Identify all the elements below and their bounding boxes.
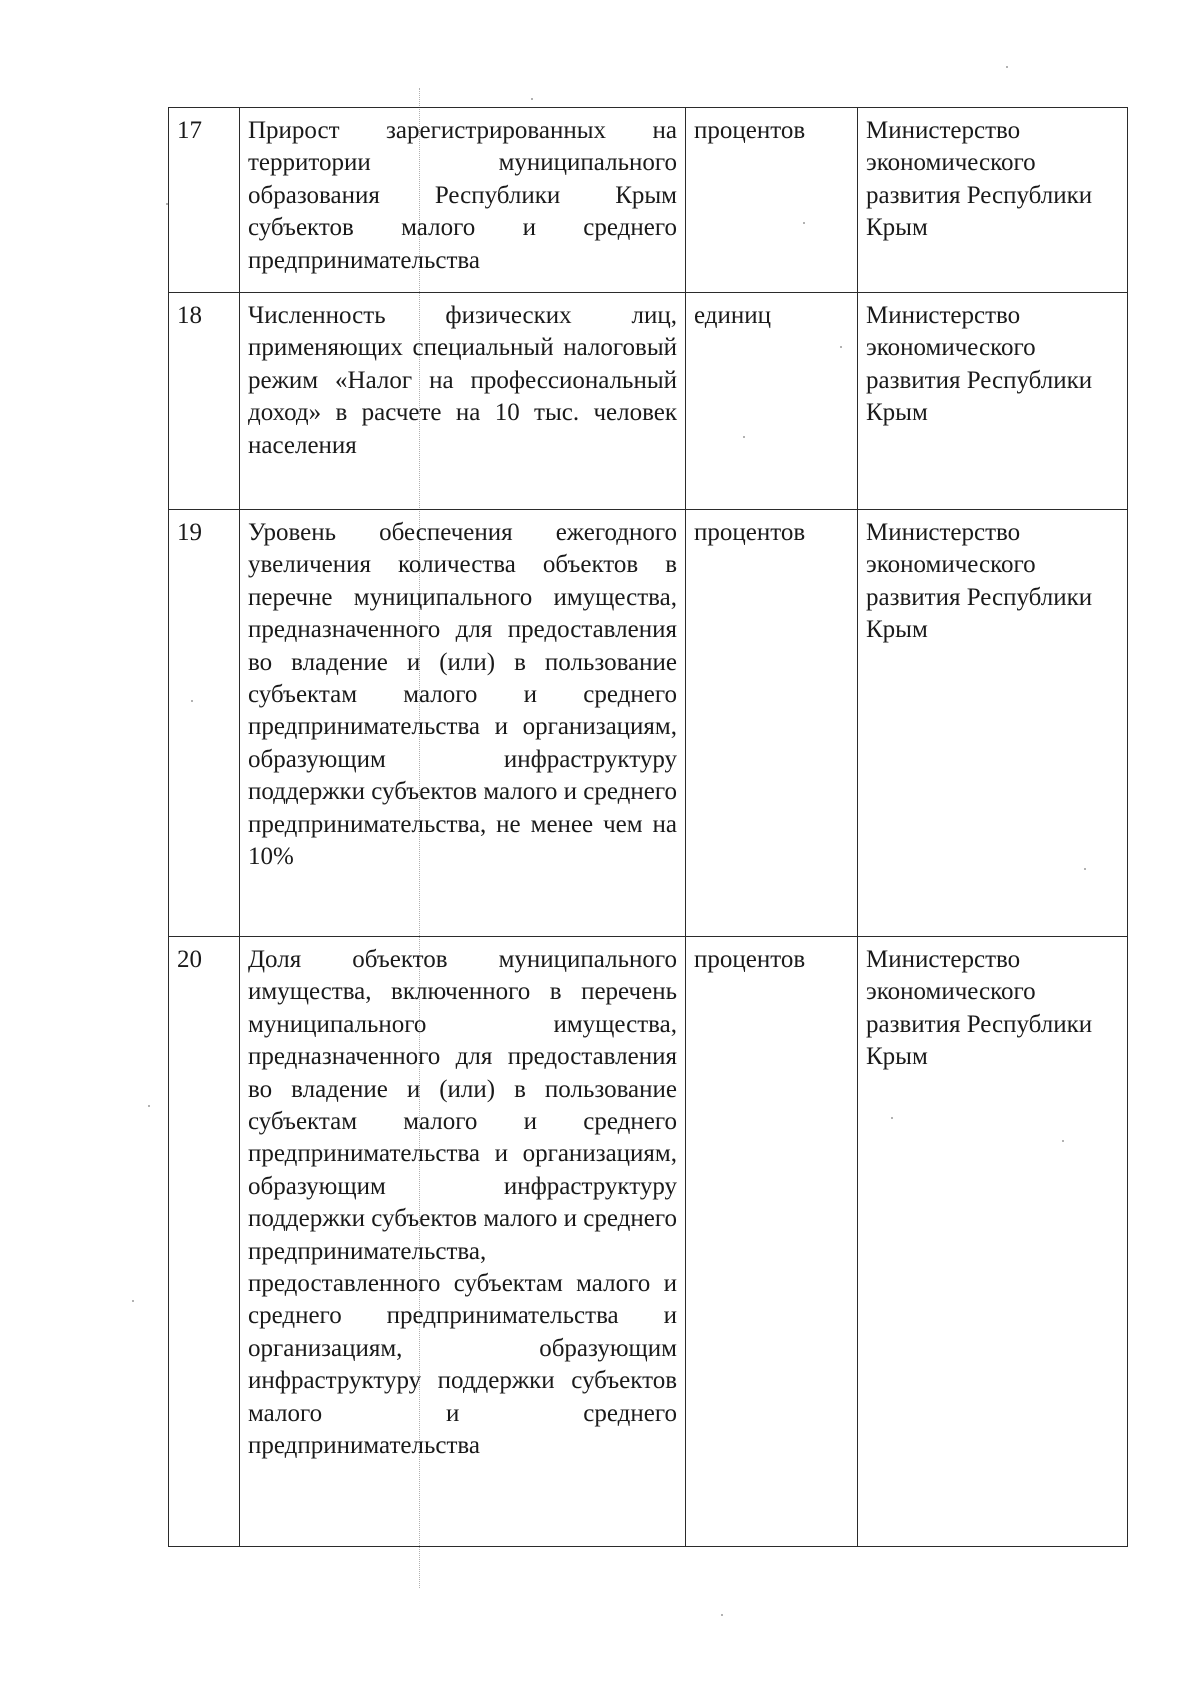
indicator-name: Доля объектов муниципального имущества, включенного в перечень муниципального имущества, предназначенного для предоставления во владение и (или) в пользование субъектам малого и среднего предпринимательства и организациям, образующим инфраструктуру поддержки субъектов малого и среднего предпринимательства, предоставленного субъектам малого и среднего предпринимательства и организациям, образующим инфраструктуру поддержки субъектов малого и среднего предпринимательства [240,937,686,1547]
table-row [169,937,1128,1547]
table-row [169,108,1128,293]
responsible-body: Министерство экономического развития Республики Крым [858,937,1128,1547]
row-number: 20 [169,937,240,1547]
row-number: 18 [169,293,240,510]
table-row [169,510,1128,937]
unit-of-measure: процентов [686,108,858,293]
table-row [169,293,1128,510]
scan-artifact-dot [1006,66,1008,68]
indicator-name: Прирост зарегистрированных на территории муниципального образования Республики Крым субъектов малого и среднего предпринимательства [240,108,686,293]
row-number: 17 [169,108,240,293]
responsible-body: Министерство экономического развития Республики Крым [858,293,1128,510]
unit-of-measure: процентов [686,937,858,1547]
responsible-body: Министерство экономического развития Республики Крым [858,108,1128,293]
row-number: 19 [169,510,240,937]
scan-artifact-dot [531,98,533,100]
unit-of-measure: единиц [686,293,858,510]
unit-of-measure: процентов [686,510,858,937]
scan-artifact-dot [721,1614,723,1616]
scan-artifact-dot [148,1105,150,1107]
responsible-body: Министерство экономического развития Республики Крым [858,510,1128,937]
indicator-name: Численность физических лиц, применяющих специальный налоговый режим «Налог на профессиональный доход» в расчете на 10 тыс. человек населения [240,293,686,510]
indicators-table [168,107,1128,1547]
scan-artifact-dot [132,1300,134,1302]
indicator-name: Уровень обеспечения ежегодного увеличения количества объектов в перечне муниципального имущества, предназначенного для предоставления во владение и (или) в пользование субъектам малого и среднего предпринимательства и организациям, образующим инфраструктуру поддержки субъектов малого и среднего предпринимательства, не менее чем на 10% [240,510,686,937]
